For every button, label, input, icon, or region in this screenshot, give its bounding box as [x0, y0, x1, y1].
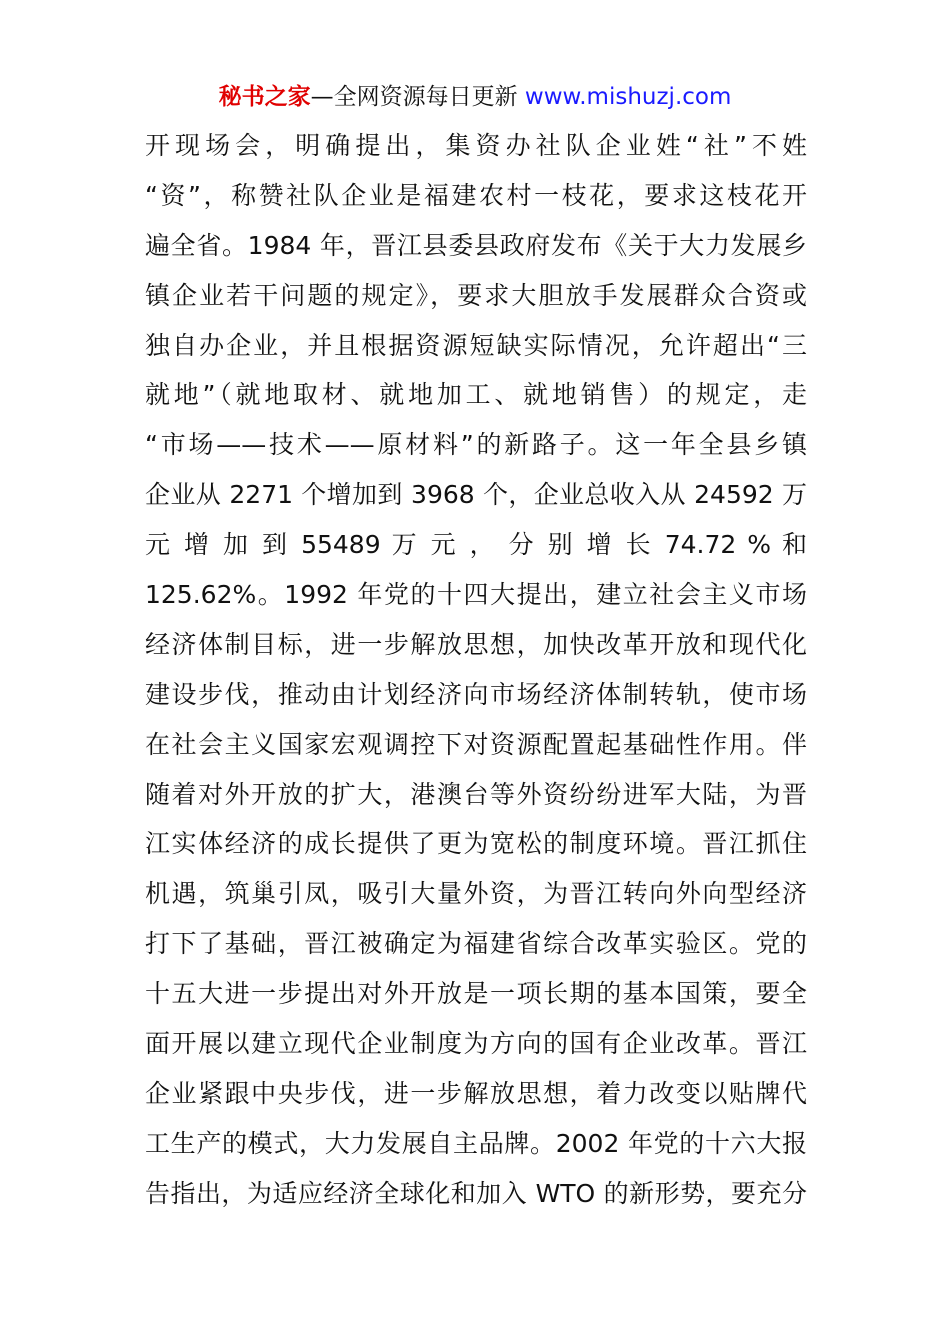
text-line: 打下了基础，晋江被确定为福建省综合改革实验区。党的	[145, 929, 807, 959]
document-body	[145, 121, 807, 1219]
text-line: 遍全省。1984 年，晋江县委县政府发布《关于大力发展乡	[145, 230, 807, 260]
text-line: “市场——技术——原材料”的新路子。这一年全县乡镇	[145, 430, 807, 460]
text-line: 镇企业若干问题的规定》，要求大胆放手发展群众合资或	[145, 280, 807, 310]
text-line: 十五大进一步提出对外开放是一项长期的基本国策，要全	[145, 979, 807, 1009]
text-line: 元 增 加 到 55489 万 元 ， 分 别 增 长 74.72 % 和	[145, 530, 807, 560]
text-line: 独自办企业，并且根据资源短缺实际情况，允许超出“三	[145, 330, 807, 360]
site-url-link[interactable]: www.mishuzj.com	[524, 84, 732, 110]
text-line: 125.62%。1992 年党的十四大提出，建立社会主义市场	[145, 580, 807, 610]
text-line: 面开展以建立现代企业制度为方向的国有企业改革。晋江	[145, 1029, 807, 1059]
text-line: 开现场会，明确提出，集资办社队企业姓“社”不姓	[145, 131, 807, 160]
text-line: 建设步伐，推动由计划经济向市场经济体制转轨，使市场	[145, 679, 807, 709]
text-line: 企业从 2271 个增加到 3968 个，企业总收入从 24592 万	[145, 480, 807, 510]
text-line: 工生产的模式，大力发展自主品牌。2002 年党的十六大报	[145, 1128, 807, 1158]
text-line: 江实体经济的成长提供了更为宽松的制度环境。晋江抓住	[145, 829, 807, 859]
text-line: 告指出，为适应经济全球化和加入 WTO 的新形势，要充分	[145, 1178, 807, 1208]
text-line: 经济体制目标，进一步解放思想，加快改革开放和现代化	[145, 629, 807, 659]
text-line: 就地”（就地取材、就地加工、就地销售）的规定，走	[145, 380, 807, 410]
text-line: 在社会主义国家宏观调控下对资源配置起基础性作用。伴	[145, 729, 807, 759]
page-header	[0, 80, 950, 114]
text-line: 机遇，筑巢引凤，吸引大量外资，为晋江转向外向型经济	[145, 879, 807, 909]
site-brand: 秘书之家	[218, 84, 311, 110]
text-line: “资”，称赞社队企业是福建农村一枝花，要求这枝花开	[145, 180, 807, 210]
text-line: 随着对外开放的扩大，港澳台等外资纷纷进军大陆，为晋	[145, 779, 807, 809]
site-tagline: —全网资源每日更新	[310, 84, 518, 110]
text-line: 企业紧跟中央步伐，进一步解放思想，着力改变以贴牌代	[145, 1078, 807, 1108]
